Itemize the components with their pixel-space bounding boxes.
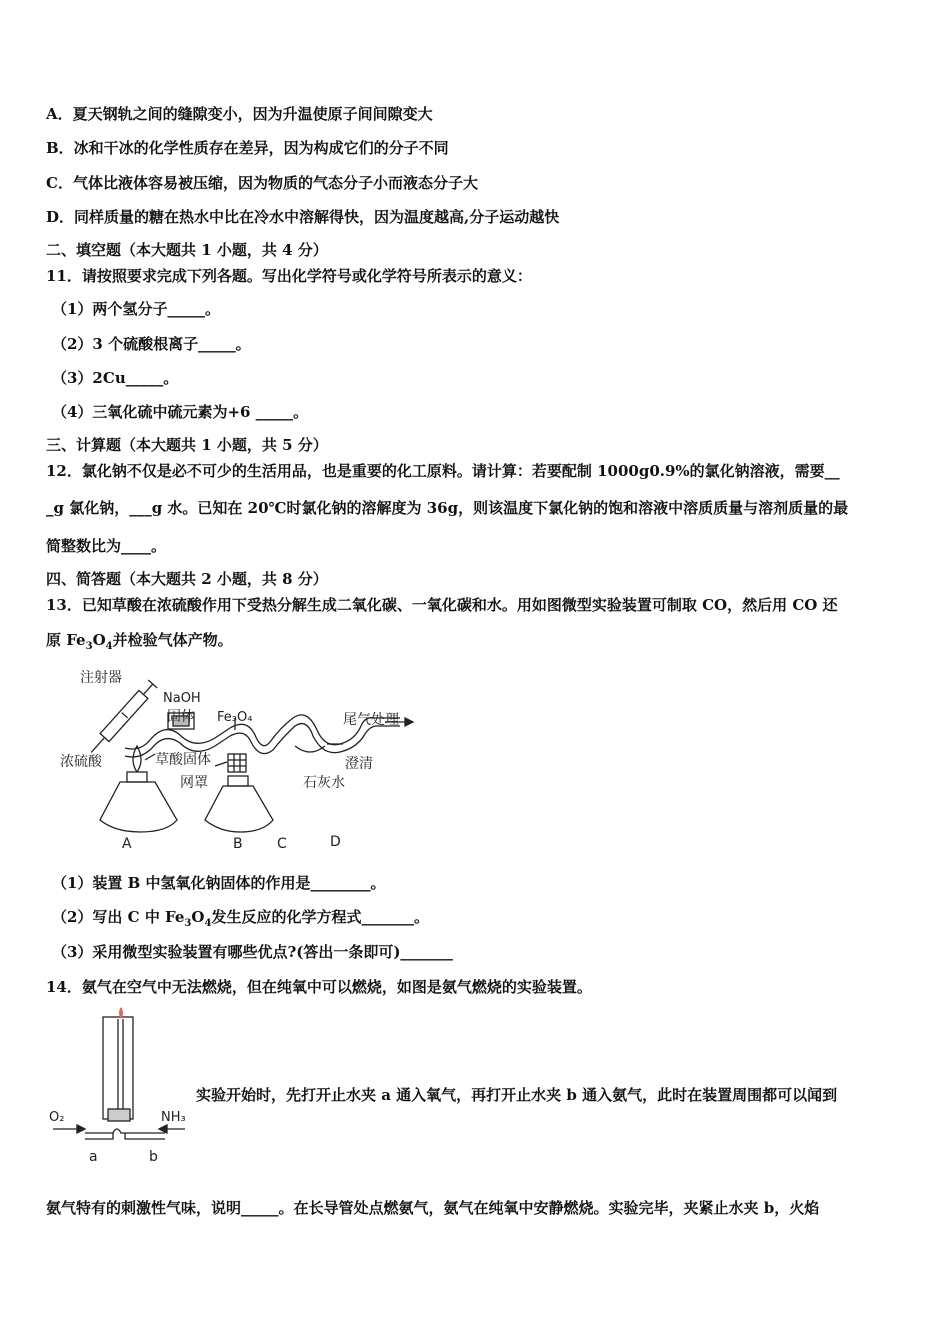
label-exhaust: 尾气处理	[343, 712, 399, 728]
q11-part-3: （3）2Cu_____。	[52, 369, 179, 387]
label-a: A	[122, 836, 132, 852]
label-clamp-a: a	[89, 1149, 98, 1165]
apparatus-figure	[55, 660, 425, 855]
q13-line-2: 原 $Fe_3O_4$并检验气体产物。	[46, 631, 233, 652]
label-d: D	[330, 834, 341, 850]
q10-option-c: C．气体比液体容易被压缩，因为物质的气态分子小而液态分子大	[46, 174, 478, 192]
q14-last-line: 氨气特有的刺激性气味，说明_____。在长导管处点燃氨气，氨气在纯氧中安静燃烧。实验完毕，夹紧止水夹 b，火焰	[46, 1199, 820, 1217]
q13-line-1: 13．已知草酸在浓硫酸作用下受热分解生成二氧化碳、一氧化碳和水。用如图微型实验装置可制取 CO，然后用 CO 还	[46, 596, 838, 614]
section-3-header: 三、计算题（本大题共 1 小题，共 5 分）	[46, 436, 328, 454]
label-limewater-1: 澄清	[345, 756, 373, 772]
q13-part-3: （3）采用微型实验装置有哪些优点?(答出一条即可)_______	[52, 943, 453, 961]
q11-part-2: （2）3 个硫酸根离子_____。	[52, 335, 251, 353]
q11-part-4: （4）三氧化硫中硫元素为+6 _____。	[52, 403, 309, 421]
label-limewater-2: 石灰水	[303, 775, 345, 791]
label-clamp-b: b	[149, 1149, 158, 1165]
q11-part-1: （1）两个氢分子_____。	[52, 300, 220, 318]
ammonia-apparatus-figure	[45, 1005, 195, 1170]
q13-part-1: （1）装置 B 中氢氧化钠固体的作用是________。	[52, 874, 386, 892]
q12-line-1: 12．氯化钠不仅是必不可少的生活用品，也是重要的化工原料。请计算：若要配制 1000g0.9%的氯化钠溶液，需要__	[46, 462, 840, 480]
section-2-header: 二、填空题（本大题共 1 小题，共 4 分）	[46, 241, 328, 259]
label-o2: O₂	[49, 1110, 65, 1125]
q14-stem: 14．氨气在空气中无法燃烧，但在纯氧中可以燃烧，如图是氨气燃烧的实验装置。	[46, 978, 592, 996]
label-solid: 固体	[167, 709, 195, 725]
label-gauze: 网罩	[180, 775, 208, 791]
label-c: C	[277, 836, 287, 852]
q10-option-b: B．冰和干冰的化学性质存在差异，因为构成它们的分子不同	[46, 139, 449, 157]
label-b: B	[233, 836, 243, 852]
label-fe3o4: Fe₃O₄	[217, 710, 253, 725]
label-naoh: NaOH	[163, 691, 201, 706]
q10-option-d: D．同样质量的糖在热水中比在冷水中溶解得快，因为温度越高,分子运动越快	[46, 208, 560, 226]
label-oxalic: 草酸固体	[155, 752, 211, 768]
label-h2so4: 浓硫酸	[60, 754, 102, 770]
q10-option-a: A．夏天钢轨之间的缝隙变小，因为升温使原子间间隙变大	[46, 105, 433, 123]
section-4-header: 四、简答题（本大题共 2 小题，共 8 分）	[46, 570, 328, 588]
label-syringe: 注射器	[80, 670, 122, 686]
q12-line-3: 简整数比为____。	[46, 537, 167, 555]
label-nh3: NH₃	[161, 1110, 186, 1125]
q13-part-2: （2）写出 C 中 $Fe_3O_4$发生反应的化学方程式_______。	[52, 908, 429, 929]
q12-line-2: _g 氯化钠，___g 水。已知在 20℃时氯化钠的溶解度为 36g，则该温度下氯化钠的饱和溶液中溶质质量与溶剂质量的最	[46, 499, 849, 517]
q11-stem: 11．请按照要求完成下列各题。写出化学符号或化学符号所表示的意义：	[46, 267, 532, 285]
q14-side-text: 实验开始时，先打开止水夹 a 通入氧气，再打开止水夹 b 通入氨气，此时在装置周围都可以闻到	[196, 1086, 838, 1104]
